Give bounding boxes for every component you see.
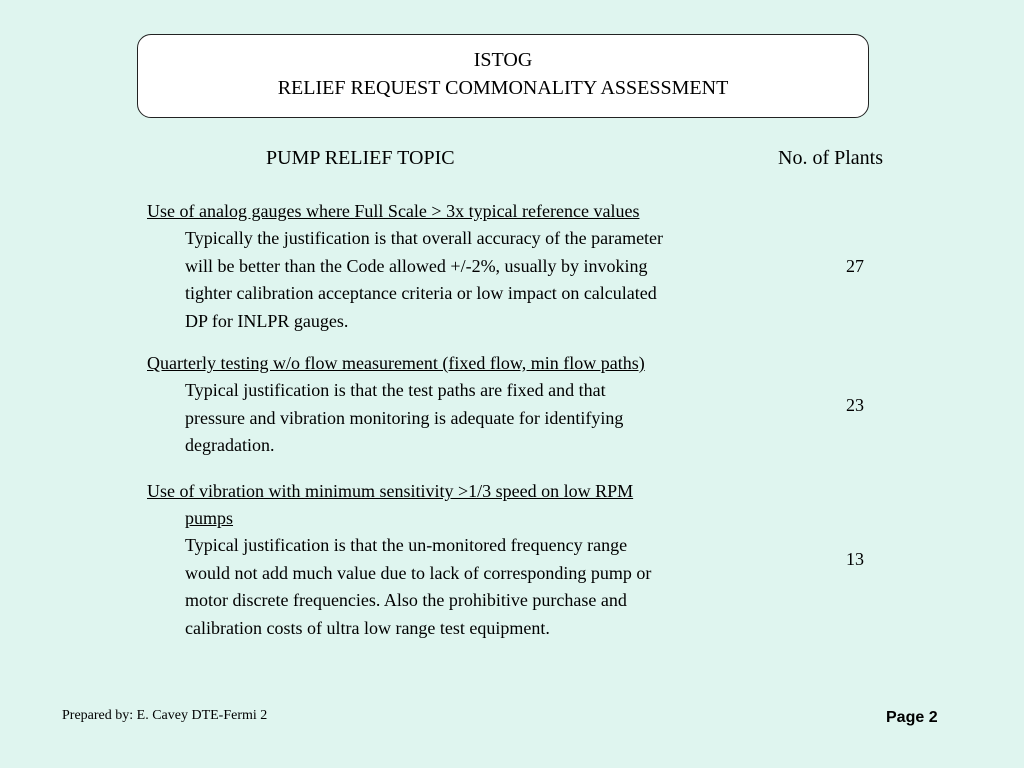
title-line-1: ISTOG	[473, 49, 533, 71]
item-2-body-line: Typical justification is that the test paths are fixed and that	[185, 380, 606, 400]
item-2-plant-count: 23	[846, 395, 864, 415]
title-box	[137, 34, 869, 118]
item-3-plant-count: 13	[846, 549, 864, 569]
column-header-topic: PUMP RELIEF TOPIC	[266, 147, 455, 169]
item-1-plant-count: 27	[846, 256, 864, 276]
item-3-heading-line-1: Use of vibration with minimum sensitivity >1/3 speed on low RPM	[147, 481, 634, 501]
item-3-heading-line-2: pumps	[185, 508, 234, 528]
item-1-body	[185, 225, 805, 335]
item-3-body	[185, 532, 805, 642]
item-2-body-line: pressure and vibration monitoring is adequate for identifying	[185, 407, 624, 428]
item-3-body-line: Typical justification is that the un-monitored frequency range	[185, 535, 628, 555]
item-1-body-line: will be better than the Code allowed +/-2%, usually by invoking	[185, 255, 648, 276]
footer-prepared-by: Prepared by: E. Cavey DTE-Fermi 2	[62, 708, 268, 723]
item-2-body	[185, 377, 805, 460]
title-line-2: RELIEF REQUEST COMMONALITY ASSESSMENT	[277, 77, 729, 99]
item-1-body-line: DP for INLPR gauges.	[185, 310, 349, 331]
item-3-body-line: calibration costs of ultra low range test equipment.	[185, 617, 550, 638]
item-2-heading: Quarterly testing w/o flow measurement (fixed flow, min flow paths)	[147, 353, 645, 373]
item-3-body-line: would not add much value due to lack of corresponding pump or	[185, 562, 652, 583]
page-number: Page 2	[886, 709, 938, 726]
item-1-body-line: Typically the justification is that overall accuracy of the parameter	[185, 228, 664, 248]
item-3-body-line: motor discrete frequencies. Also the prohibitive purchase and	[185, 590, 627, 610]
item-3-heading	[147, 478, 787, 532]
item-1-body-line: tighter calibration acceptance criteria or low impact on calculated	[185, 283, 657, 303]
column-header-plants: No. of Plants	[778, 147, 883, 169]
item-2-body-line: degradation.	[185, 435, 275, 455]
item-1-heading: Use of analog gauges where Full Scale > 3x typical reference values	[147, 201, 640, 221]
